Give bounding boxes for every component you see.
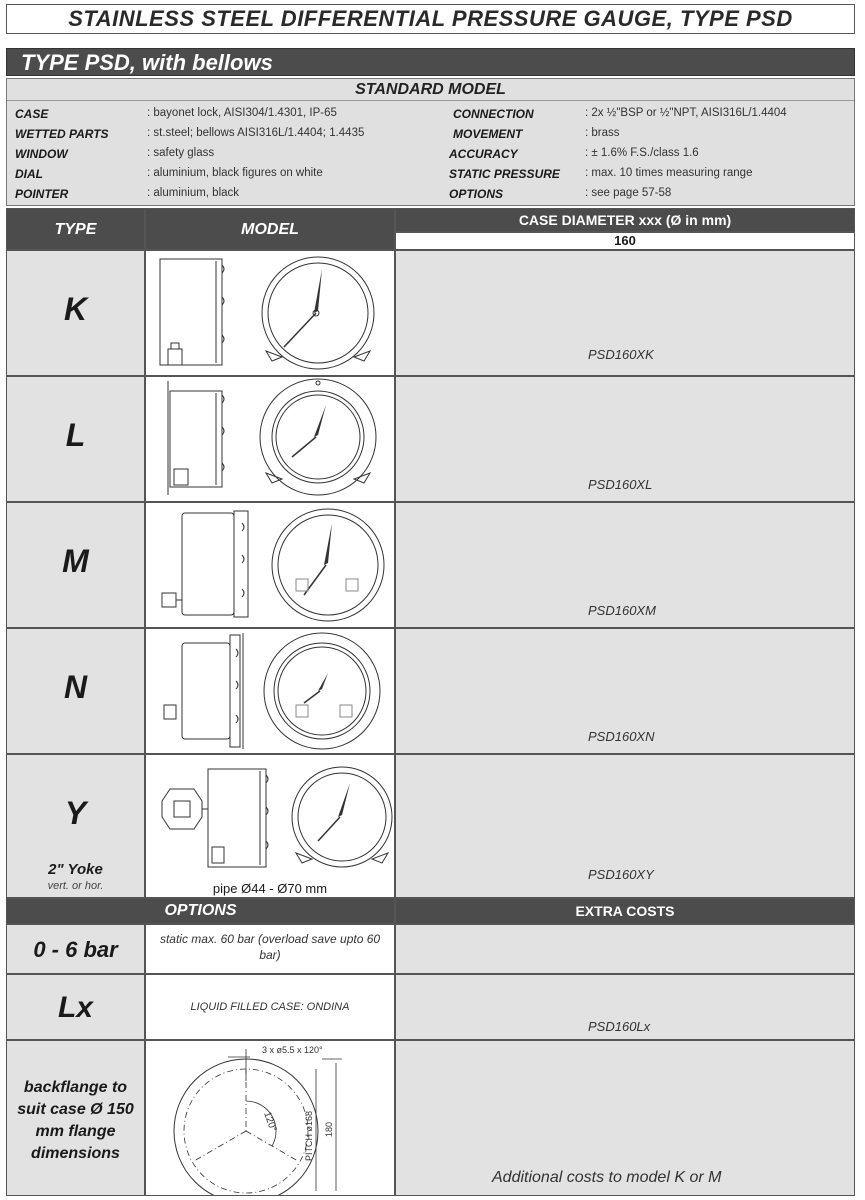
spec-label: POINTER xyxy=(15,187,69,201)
spec-value: : safety glass xyxy=(147,147,215,159)
type-cell-l xyxy=(6,376,145,502)
code-cell-m xyxy=(395,502,855,628)
model-drawing-l xyxy=(145,376,395,502)
options-header: OPTIONS xyxy=(6,898,395,924)
model-code: PSD160XK xyxy=(588,347,654,362)
type-letter: M xyxy=(62,543,89,579)
standard-model-heading: STANDARD MODEL xyxy=(355,81,506,98)
option-name-cell xyxy=(6,974,145,1040)
option-cost: PSD160Lx xyxy=(588,1019,651,1034)
type-cell-m xyxy=(6,502,145,628)
model-drawing-n xyxy=(145,628,395,754)
option-name-cell xyxy=(6,1040,145,1196)
model-column-header: MODEL xyxy=(145,208,395,250)
spec-value: : aluminium, black figures on white xyxy=(147,167,323,179)
option-desc-cell xyxy=(145,974,395,1040)
option-cost-cell xyxy=(395,974,855,1040)
option-description: static max. 60 bar (overload save upto 60 bar) xyxy=(159,932,381,962)
type-heading: TYPE PSD, with bellows xyxy=(6,48,855,76)
spec-label: ACCURACY xyxy=(449,147,518,161)
option-cost-cell xyxy=(395,924,855,974)
model-code: PSD160XL xyxy=(588,477,653,492)
code-cell-n xyxy=(395,628,855,754)
model-drawing-m xyxy=(145,502,395,628)
spec-value: : aluminium, black xyxy=(147,187,240,199)
model-code: PSD160XN xyxy=(588,729,655,744)
gauge-drawing-icon xyxy=(146,251,394,375)
type-letter: L xyxy=(65,417,86,453)
spec-label: OPTIONS xyxy=(449,187,504,201)
type-cell-k xyxy=(6,250,145,376)
gauge-drawing-icon xyxy=(146,629,394,753)
page-title: STAINLESS STEEL DIFFERENTIAL PRESSURE GAUGE, TYPE PSD xyxy=(6,4,855,34)
spec-panel xyxy=(6,78,855,206)
code-cell-l xyxy=(395,376,855,502)
option-desc-cell xyxy=(145,924,395,974)
flange-pitch-label: PITCH ø168 xyxy=(304,1110,314,1161)
code-cell-y xyxy=(395,754,855,898)
option-name-cell xyxy=(6,924,145,974)
flange-drawing-cell xyxy=(145,1040,395,1196)
spec-value: : max. 10 times measuring range xyxy=(585,167,753,179)
spec-label: WETTED PARTS xyxy=(15,127,109,141)
flange-holes-label: 3 x ø5.5 x 120° xyxy=(262,1045,323,1055)
spec-value: : brass xyxy=(585,127,620,139)
spec-value: : see page 57-58 xyxy=(585,187,672,199)
option-cost: Additional costs to model K or M xyxy=(492,1169,722,1186)
option-description: LIQUID FILLED CASE: ONDINA xyxy=(190,1001,350,1013)
type-cell-y xyxy=(6,754,145,898)
flange-angle-label: 120° xyxy=(261,1110,279,1134)
spec-label: CASE xyxy=(15,107,49,121)
model-code: PSD160XM xyxy=(588,603,656,618)
spec-label: MOVEMENT xyxy=(453,127,523,141)
model-drawing-k xyxy=(145,250,395,376)
model-code: PSD160XY xyxy=(588,867,654,882)
yoke-sublabel: vert. or hor. xyxy=(47,880,104,892)
type-letter: N xyxy=(63,669,88,705)
model-table xyxy=(6,208,855,1196)
type-cell-n xyxy=(6,628,145,754)
flange-drawing-icon xyxy=(146,1041,394,1195)
type-letter: K xyxy=(63,291,88,327)
option-name: Lx xyxy=(57,991,93,1024)
type-letter: Y xyxy=(64,795,87,831)
diameter-value: 160 xyxy=(395,232,855,250)
spec-label: STATIC PRESSURE xyxy=(449,167,560,181)
spec-label: CONNECTION xyxy=(453,107,534,121)
option-name: 0 - 6 bar xyxy=(33,937,118,962)
type-column-header: TYPE xyxy=(6,208,145,250)
yoke-label: 2" Yoke xyxy=(48,861,103,878)
option-cost-cell xyxy=(395,1040,855,1196)
model-drawing-y xyxy=(145,754,395,898)
spec-value: : st.steel; bellows AISI316L/1.4404; 1.4435 xyxy=(147,127,365,139)
gauge-drawing-icon xyxy=(146,377,394,501)
code-cell-k xyxy=(395,250,855,376)
flange-dimension-label: 180 xyxy=(324,1121,334,1137)
gauge-drawing-icon xyxy=(146,503,394,627)
option-name: backflange to suit case Ø 150 mm flange dimensions xyxy=(17,1079,134,1162)
spec-value: : bayonet lock, AISI304/1.4301, IP-65 xyxy=(147,107,337,119)
spec-value: : 2x ½"BSP or ½"NPT, AISI316L/1.4404 xyxy=(585,107,787,119)
gauge-drawing-icon xyxy=(146,755,394,881)
spec-label: DIAL xyxy=(15,167,43,181)
diameter-column-header: CASE DIAMETER xxx (Ø in mm) xyxy=(395,208,855,232)
spec-value: : ± 1.6% F.S./class 1.6 xyxy=(585,147,699,159)
extra-costs-header: EXTRA COSTS xyxy=(395,898,855,924)
pipe-caption: pipe Ø44 - Ø70 mm xyxy=(212,881,328,896)
spec-label: WINDOW xyxy=(15,147,68,161)
